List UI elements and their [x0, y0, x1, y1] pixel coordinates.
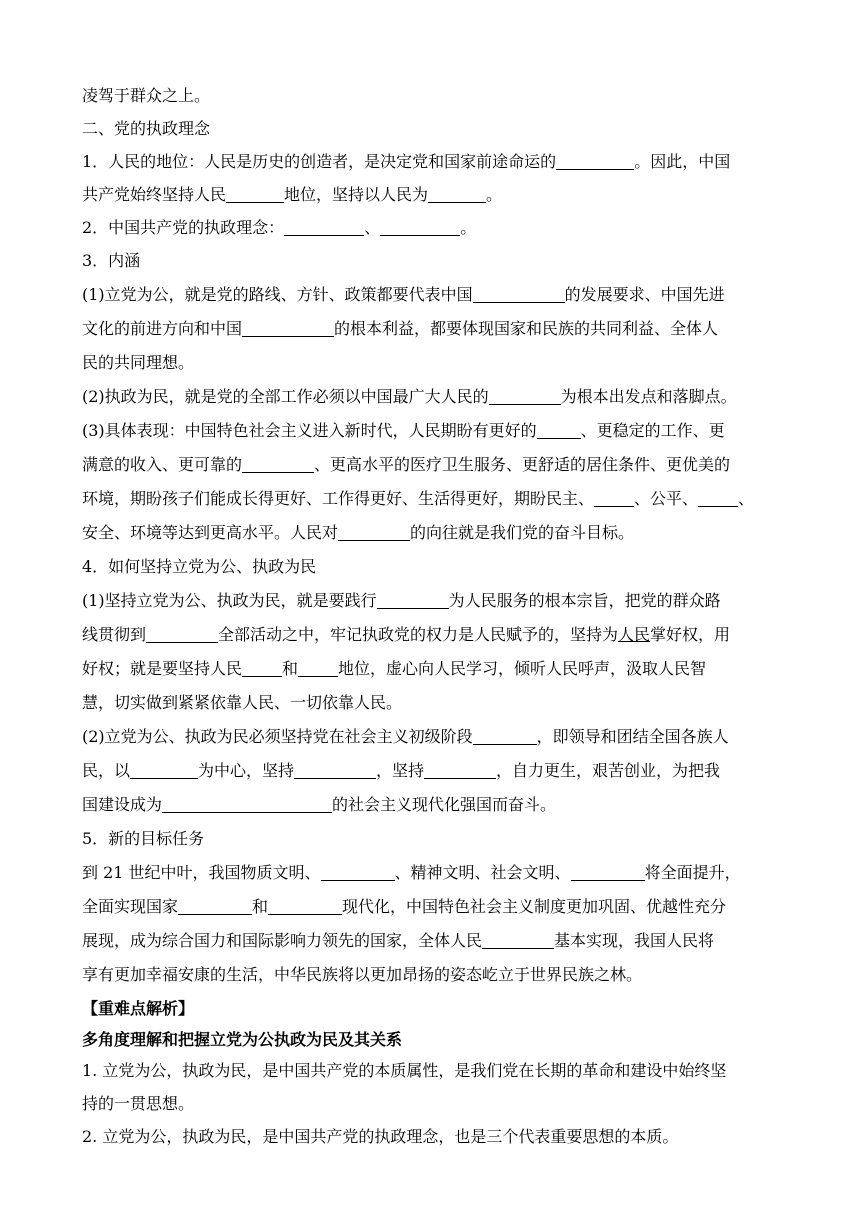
fill-blank[interactable] [594, 490, 634, 507]
fill-blank[interactable] [537, 422, 581, 439]
text-line: 1．人民的地位：人民是历史的创造者，是决定党和国家前途命运的 。因此，中国 [82, 152, 731, 171]
fill-blank[interactable] [571, 864, 645, 881]
text-line: 安全、环境等达到更高水平。人民对 的向往就是我们党的奋斗目标。 [82, 523, 635, 542]
fill-blank[interactable] [428, 186, 486, 203]
fill-blank[interactable] [294, 762, 376, 779]
text-line: 民的共同理想。 [82, 353, 195, 372]
text-line: 1. 立党为公，执政为民，是中国共产党的本质属性，是我们党在长期的革命和建设中始终坚 [82, 1061, 727, 1080]
text-line: 文化的前进方向和中国 的根本利益，都要体现国家和民族的共同利益、全体人 [82, 319, 719, 338]
fill-blank[interactable] [377, 592, 449, 609]
subsection-heading: 4．如何坚持立党为公、执政为民 [82, 557, 317, 576]
fill-blank[interactable] [284, 219, 364, 236]
underlined-text: 人民 [618, 625, 651, 644]
fill-blank[interactable] [268, 898, 342, 915]
fill-blank[interactable] [146, 626, 218, 643]
fill-blank[interactable] [298, 660, 338, 677]
text-line: 凌驾于群众之上。 [82, 86, 211, 105]
fill-blank[interactable] [482, 932, 554, 949]
fill-blank[interactable] [242, 456, 314, 473]
text-line: 到 21 世纪中叶，我国物质文明、 、精神文明、社会文明、 将全面提升， [82, 863, 741, 882]
fill-blank[interactable] [424, 762, 496, 779]
text-line: 环境，期盼孩子们能成长得更好、工作得更好、生活得更好，期盼民主、 、公平、 、 [82, 489, 755, 508]
text-line: 持的一贯思想。 [82, 1094, 195, 1113]
text-line: (1)立党为公，就是党的路线、方针、政策都要代表中国 的发展要求、中国先进 [82, 285, 725, 304]
fill-blank[interactable] [338, 524, 410, 541]
text-line: 享有更加幸福安康的生活，中华民族将以更加昂扬的姿态屹立于世界民族之林。 [82, 965, 643, 984]
fill-blank[interactable] [473, 728, 537, 745]
fill-blank[interactable] [473, 286, 565, 303]
subsection-heading: 3．内涵 [82, 251, 141, 270]
text-line: (3)具体表现：中国特色社会主义进入新时代，人民期盼有更好的 、更稳定的工作、更 [82, 421, 725, 440]
fill-blank[interactable] [556, 153, 634, 170]
fill-blank[interactable] [178, 898, 252, 915]
text-line: 国建设成为 的社会主义现代化强国而奋斗。 [82, 795, 557, 814]
text-line: 全面实现国家 和 现代化，中国特色社会主义制度更加巩固、优越性充分 [82, 897, 727, 916]
fill-blank[interactable] [226, 186, 284, 203]
text-line: (2)立党为公、执政为民必须坚持党在社会主义初级阶段 ，即领导和团结全国各族人 [82, 727, 729, 746]
text-line: 满意的收入、更可靠的 、更高水平的医疗卫生服务、更舒适的居住条件、更优美的 [82, 455, 731, 474]
text-line: 共产党始终坚持人民 地位，坚持以人民为 。 [82, 185, 503, 204]
fill-blank[interactable] [321, 864, 395, 881]
section-heading: 【重难点解析】 [82, 999, 195, 1018]
subsection-heading: 5．新的目标任务 [82, 829, 205, 848]
fill-blank[interactable] [698, 490, 738, 507]
text-line: 2. 立党为公，执政为民，是中国共产党的执政理念，也是三个代表重要思想的本质。 [82, 1127, 679, 1146]
text-line: 展现，成为综合国力和国际影响力领先的国家，全体人民 基本实现，我国人民将 [82, 931, 715, 950]
section-subtitle: 多角度理解和把握立党为公执政为民及其关系 [82, 1030, 403, 1049]
fill-blank[interactable] [130, 762, 198, 779]
text-line: (1)坚持立党为公、执政为民，就是要践行 为人民服务的根本宗旨，把党的群众路 [82, 591, 721, 610]
fill-blank[interactable] [242, 660, 282, 677]
fill-blank[interactable] [162, 796, 332, 813]
text-line: 慧，切实做到紧紧依靠人民、一切依靠人民。 [82, 693, 403, 712]
text-line: (2)执政为民，就是党的全部工作必须以中国最广大人民的 为根本出发点和落脚点。 [82, 387, 737, 406]
text-line: 民，以 为中心，坚持 ，坚持 ，自力更生，艰苦创业，为把我 [82, 761, 721, 780]
section-heading: 二、党的执政理念 [82, 119, 211, 138]
text-line: 好权；就是要坚持人民 和 地位，虚心向人民学习，倾听人民呼声，汲取人民智 [82, 659, 707, 678]
text-line: 线贯彻到 全部活动之中，牢记执政党的权力是人民赋予的，坚持为人民掌好权，用 [82, 625, 731, 644]
text-line: 2．中国共产党的执政理念： 、 。 [82, 218, 477, 237]
fill-blank[interactable] [489, 388, 561, 405]
fill-blank[interactable] [242, 320, 334, 337]
fill-blank[interactable] [380, 219, 460, 236]
